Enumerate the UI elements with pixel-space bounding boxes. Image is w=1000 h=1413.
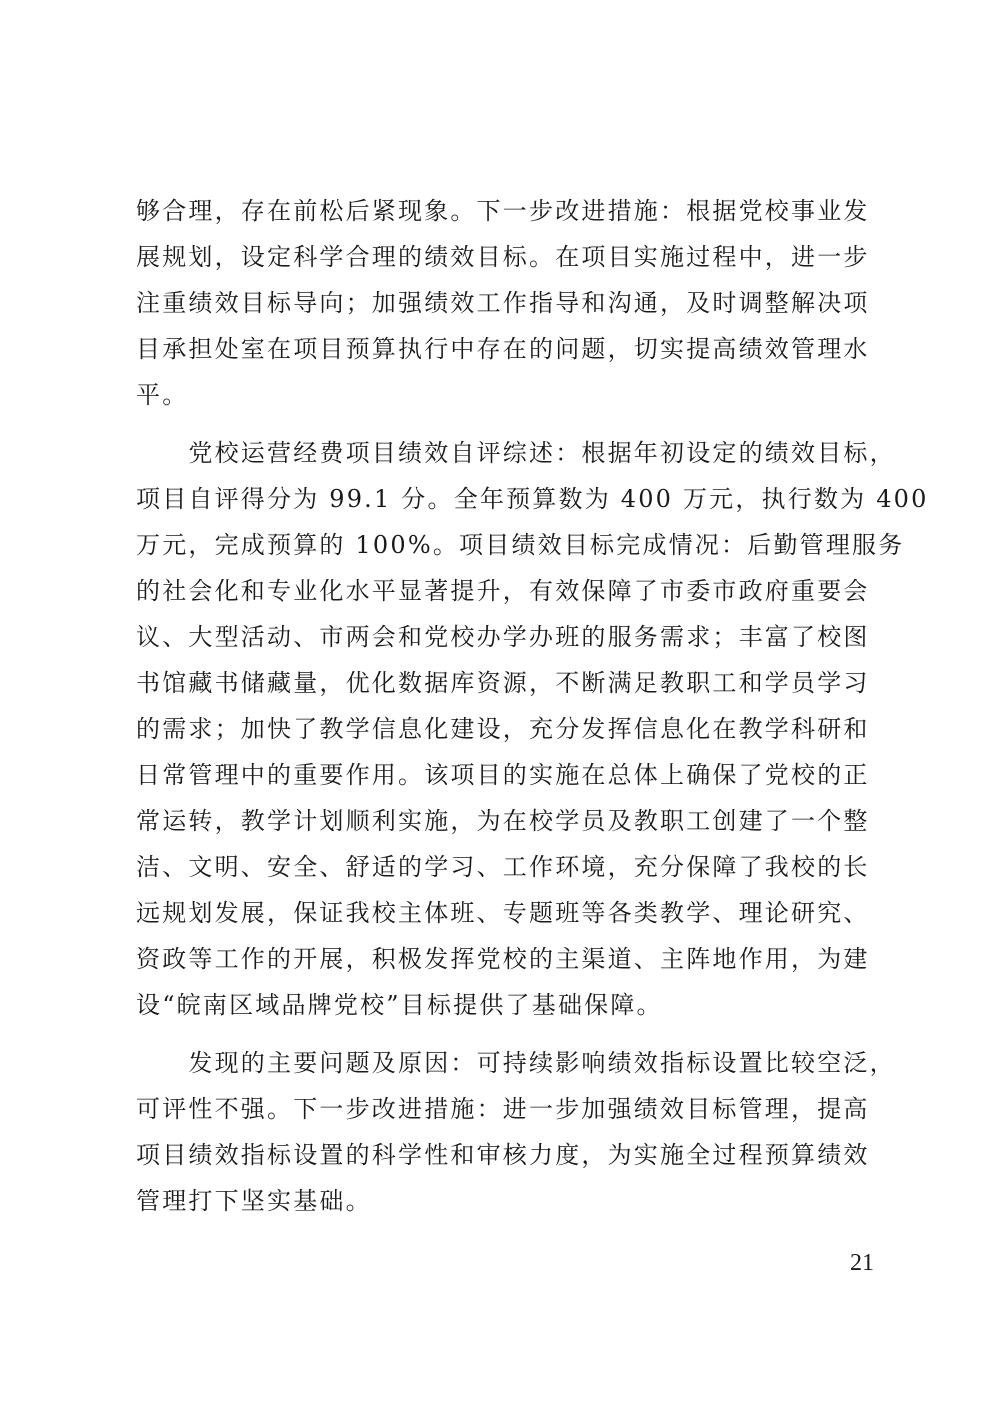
paragraph-1 xyxy=(136,188,876,418)
paragraph-3 xyxy=(136,1040,896,1224)
text-line: 项目绩效指标设置的科学性和审核力度，为实施全过程预算绩效 xyxy=(136,1141,870,1169)
text-line: 资政等工作的开展，积极发挥党校的主渠道、主阵地作用，为建 xyxy=(136,945,870,973)
text-line: 洁、文明、安全、舒适的学习、工作环境，充分保障了我校的长 xyxy=(136,853,870,881)
text-line: 常运转，教学计划顺利实施，为在校学员及教职工创建了一个整 xyxy=(136,807,870,835)
text-line: 书馆藏书储藏量，优化数据库资源，不断满足教职工和学员学习 xyxy=(136,669,870,697)
page-number: 21 xyxy=(850,1250,874,1276)
paragraph-2 xyxy=(136,430,929,1028)
text-line: 的社会化和专业化水平显著提升，有效保障了市委市政府重要会 xyxy=(136,577,870,605)
text-line: 党校运营经费项目绩效自评综述：根据年初设定的绩效目标， xyxy=(136,439,896,467)
text-line: 远规划发展，保证我校主体班、专题班等各类教学、理论研究、 xyxy=(136,899,870,927)
text-line: 可评性不强。下一步改进措施：进一步加强绩效目标管理，提高 xyxy=(136,1095,870,1123)
body-text xyxy=(136,188,929,1224)
text-line: 议、大型活动、市两会和党校办学办班的服务需求；丰富了校图 xyxy=(136,623,870,651)
text-line: 注重绩效目标导向；加强绩效工作指导和沟通，及时调整解决项 xyxy=(136,289,870,317)
text-line: 日常管理中的重要作用。该项目的实施在总体上确保了党校的正 xyxy=(136,761,870,789)
text-line: 发现的主要问题及原因：可持续影响绩效指标设置比较空泛， xyxy=(136,1049,896,1077)
text-line: 目承担处室在项目预算执行中存在的问题，切实提高绩效管理水 xyxy=(136,335,870,363)
text-line: 平。 xyxy=(136,381,189,409)
text-line: 管理打下坚实基础。 xyxy=(136,1187,372,1215)
text-line: 项目自评得分为 99.1 分。全年预算数为 400 万元，执行数为 400 xyxy=(136,485,929,513)
text-line: 的需求；加快了教学信息化建设，充分发挥信息化在教学科研和 xyxy=(136,715,870,743)
text-line: 万元，完成预算的 100%。项目绩效目标完成情况：后勤管理服务 xyxy=(136,531,905,559)
text-line: 设“皖南区域品牌党校”目标提供了基础保障。 xyxy=(136,991,663,1019)
text-line: 展规划，设定科学合理的绩效目标。在项目实施过程中，进一步 xyxy=(136,243,870,271)
text-line: 够合理，存在前松后紧现象。下一步改进措施：根据党校事业发 xyxy=(136,197,870,225)
